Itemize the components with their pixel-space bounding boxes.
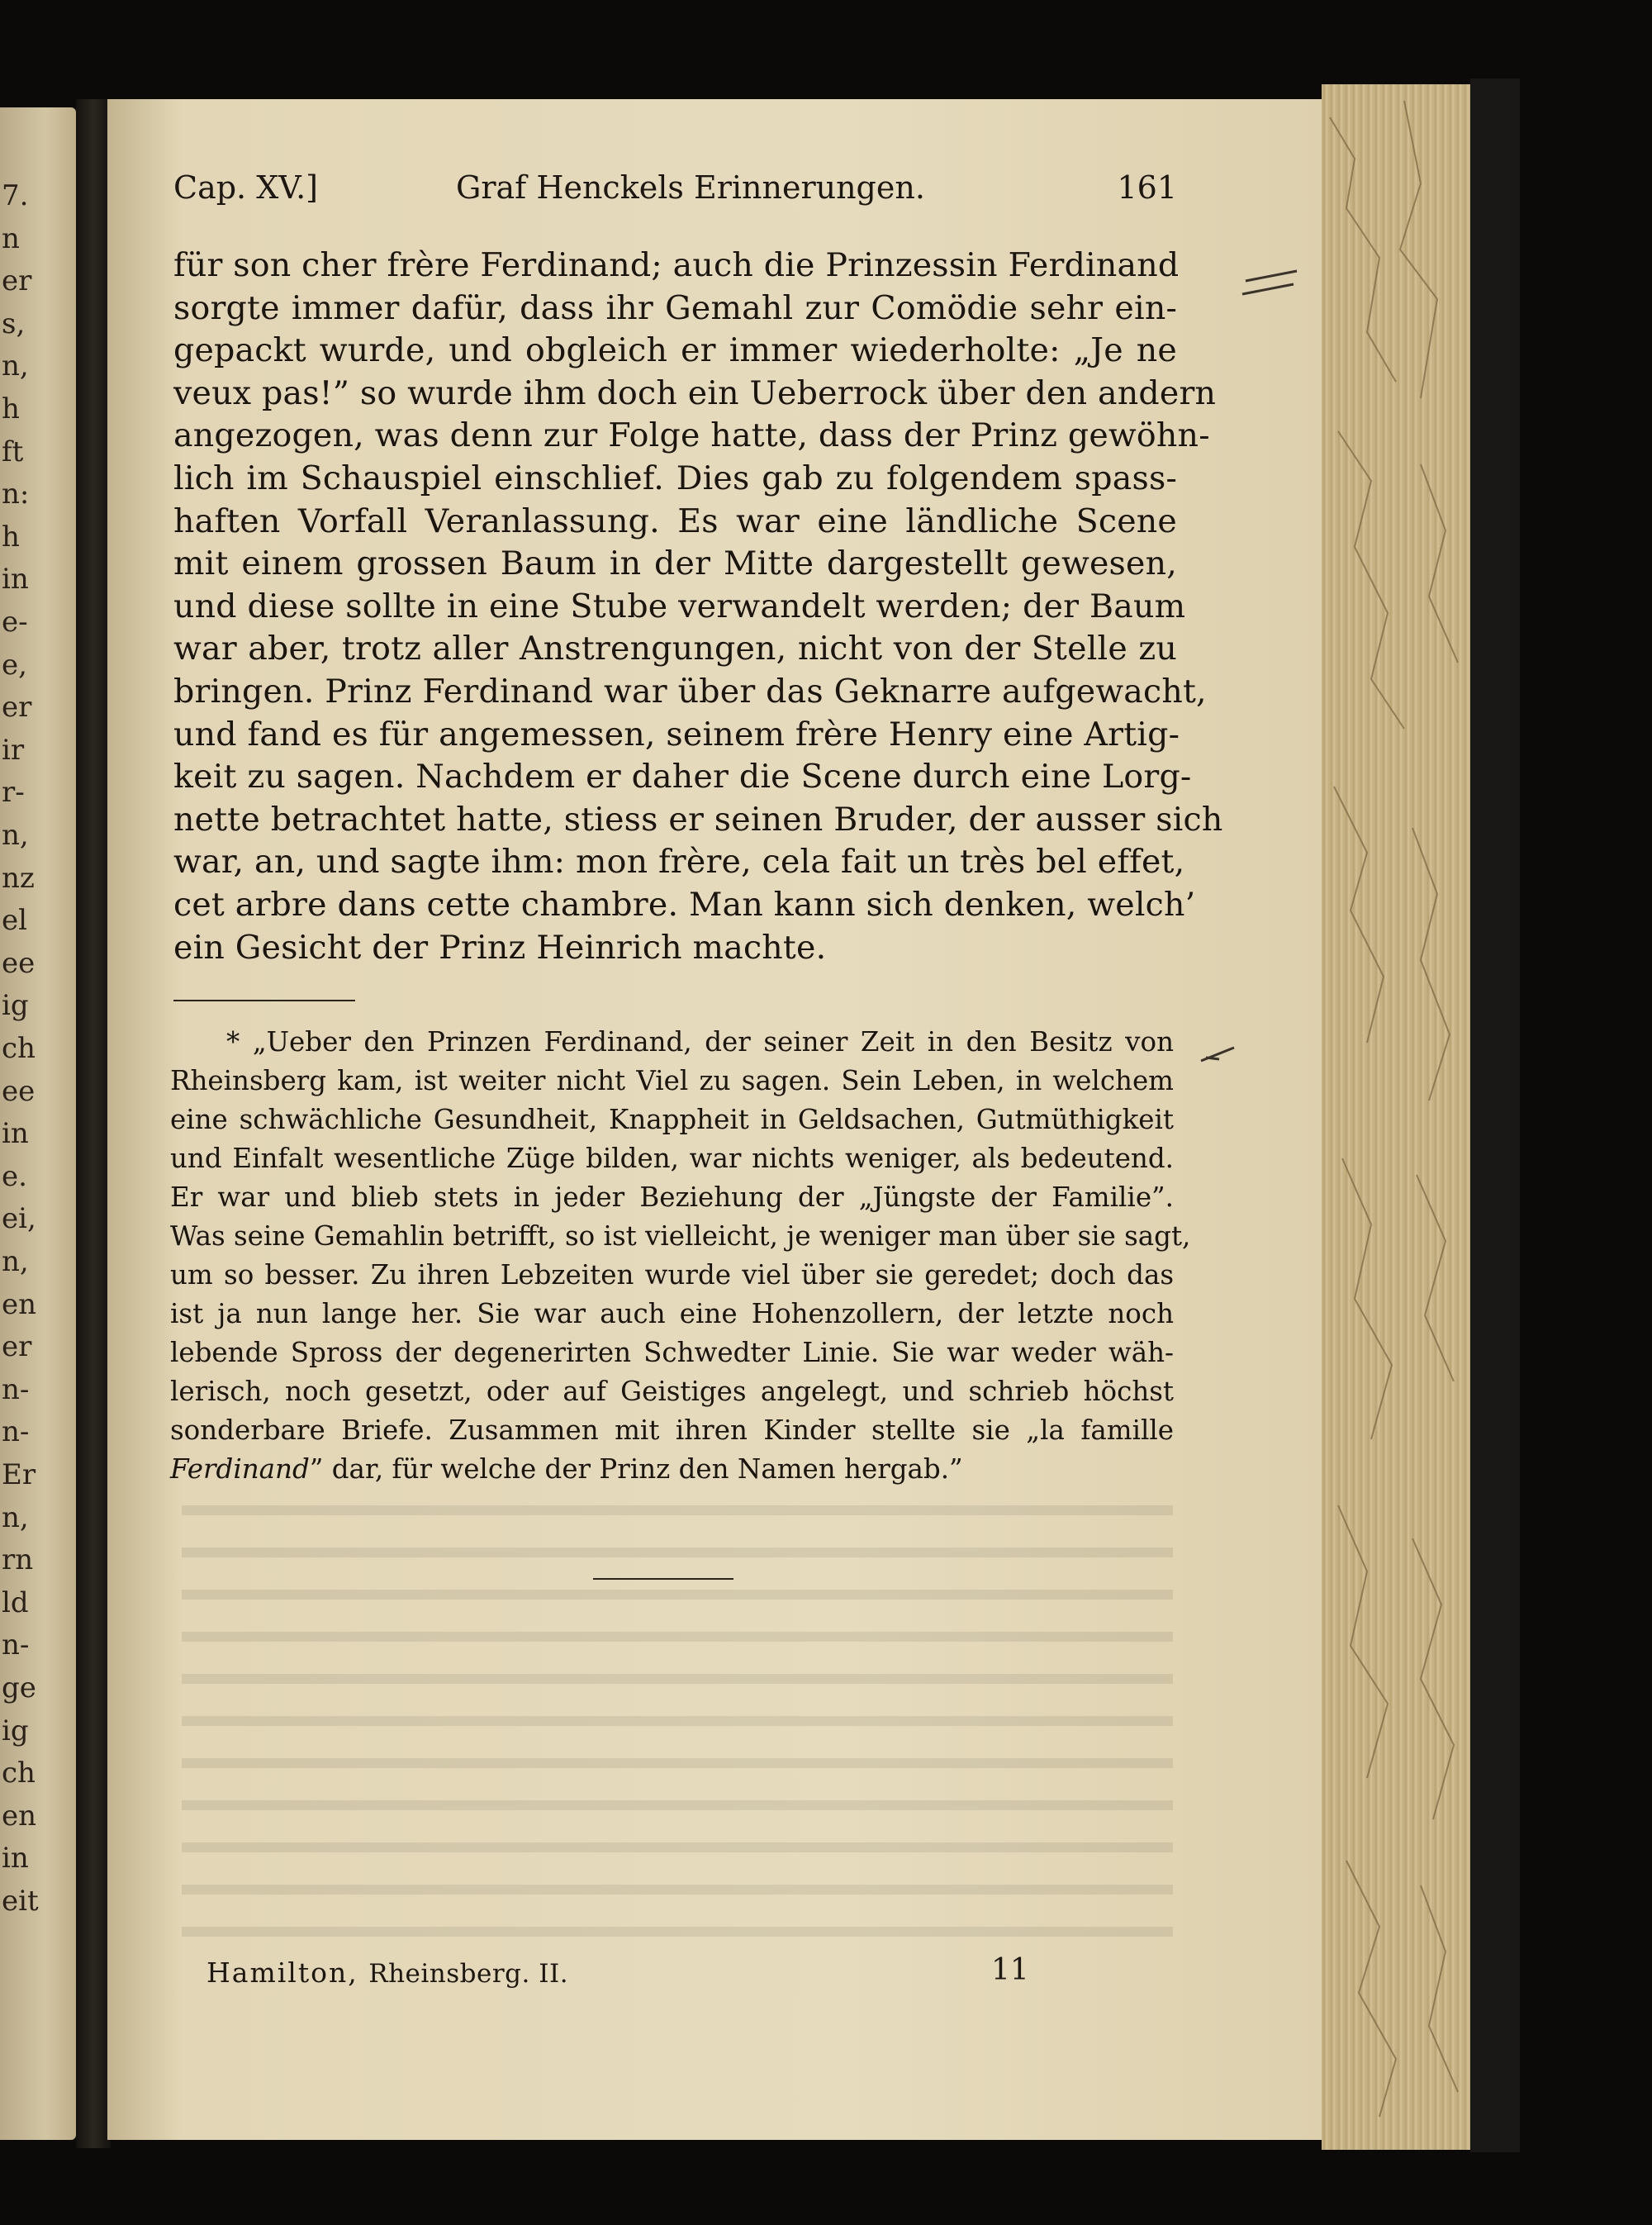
left-page-fragment: e.: [2, 1159, 27, 1193]
body-line: mit einem grossen Baum in der Mitte dargestellt gewesen,: [173, 544, 1177, 583]
left-page-fragment: en: [2, 1287, 37, 1321]
book-gutter: [76, 99, 111, 2148]
left-page-fragment: ge: [2, 1671, 36, 1704]
left-page-fragment: el: [2, 904, 27, 938]
footnote-line: Was seine Gemahlin betrifft, so ist vielleicht, je weniger man über sie sagt,: [170, 1220, 1191, 1252]
left-page-fragment: 7.: [2, 179, 29, 212]
footnote-line: Er war und blieb stets in jeder Beziehung der „Jüngste der Familie”.: [170, 1181, 1174, 1213]
left-page-fragment: n-: [2, 1628, 30, 1662]
body-line: keit zu sagen. Nachdem er daher die Scene durch eine Lorg-: [173, 758, 1192, 796]
left-page-fragment: ee: [2, 1074, 36, 1108]
signature-line: [206, 1956, 568, 1989]
body-line: haften Vorfall Veranlassung. Es war eine ländliche Scene: [173, 502, 1177, 540]
body-line: war, an, und sagte ihm: mon frère, cela fait un très bel effet,: [173, 843, 1185, 882]
left-page-fragment: en: [2, 1799, 37, 1833]
left-page-fragment: ft: [2, 435, 24, 468]
pencil-mark-icon: [1239, 264, 1305, 306]
left-page-fragment: eit: [2, 1885, 39, 1918]
body-line: bringen. Prinz Ferdinand war über das Geknarre aufgewacht,: [173, 672, 1207, 711]
body-line: und diese sollte in eine Stube verwandelt werden; der Baum: [173, 587, 1186, 625]
left-page-fragment: ig: [2, 989, 29, 1023]
body-line: ein Gesicht der Prinz Heinrich machte.: [173, 928, 827, 967]
footnote: [170, 1023, 1191, 1489]
left-page-fragment: n,: [2, 819, 29, 852]
body-line: sorgte immer dafür, dass ihr Gemahl zur Comödie sehr ein-: [173, 288, 1177, 327]
footnote-rest: ” dar, für welche der Prinz den Namen hergab.”: [309, 1453, 963, 1485]
show-through-text: [182, 1487, 1173, 1950]
left-page-fragment: rn: [2, 1543, 34, 1577]
body-text: [173, 245, 1223, 969]
footnote-line: lebende Spross der degenerirten Schwedter Linie. Sie war weder wäh-: [170, 1337, 1174, 1368]
left-page-fragment: n,: [2, 349, 29, 383]
left-page-fragment: ch: [2, 1757, 36, 1790]
running-head: [173, 169, 1177, 216]
left-page-fragment: ch: [2, 1032, 36, 1065]
footnote-line: lerisch, noch gesetzt, oder auf Geistiges angelegt, und schrieb höchst: [170, 1376, 1174, 1407]
footnote-line: um so besser. Zu ihren Lebzeiten wurde viel über sie geredet; doch das: [170, 1259, 1174, 1291]
body-line: nette betrachtet hatte, stiess er seinen Bruder, der ausser sich: [173, 800, 1223, 839]
left-page-fragment: r-: [2, 776, 25, 810]
footnote-line: und Einfalt wesentliche Züge bilden, war nichts weniger, als bedeutend.: [170, 1143, 1174, 1174]
body-line: war aber, trotz aller Anstrengungen, nicht von der Stelle zu: [173, 630, 1177, 668]
footnote-line: [170, 1450, 1174, 1489]
signature-title: Rheinsberg. II.: [368, 1959, 569, 1989]
left-page-fragment: h: [2, 520, 20, 554]
body-line: gepackt wurde, und obgleich er immer wiederholte: „Je ne: [173, 331, 1177, 370]
body-line: angezogen, was denn zur Folge hatte, dass der Prinz gewöhn-: [173, 416, 1210, 455]
left-page-fragment: ee: [2, 946, 36, 980]
chapter-label: Cap. XV.]: [173, 169, 318, 206]
signature-author: Hamilton,: [206, 1956, 358, 1989]
footnote-line: ist ja nun lange her. Sie war auch eine Hohenzollern, der letzte noch: [170, 1298, 1174, 1329]
left-page-fragment: e,: [2, 648, 27, 682]
left-page-fragment: er: [2, 1330, 32, 1364]
footnote-line: * „Ueber den Prinzen Ferdinand, der seiner Zeit in den Besitz von: [226, 1026, 1174, 1058]
body-line: lich im Schauspiel einschlief. Dies gab zu folgendem spass-: [173, 459, 1177, 497]
footnote-line: eine schwächliche Gesundheit, Knappheit in Geldsachen, Gutmüthigkeit: [170, 1104, 1174, 1135]
left-page-fragment: s,: [2, 307, 26, 340]
body-line: und fand es für angemessen, seinem frère Henry eine Artig-: [173, 715, 1180, 754]
body-line: für son cher frère Ferdinand; auch die Prinzessin Ferdinand: [173, 246, 1180, 284]
left-page-fragment: n,: [2, 1500, 29, 1534]
signature-number: 11: [991, 1953, 1029, 1987]
running-title: Graf Henckels Erinnerungen.: [456, 169, 925, 206]
adjacent-left-page: [0, 107, 76, 2140]
left-page-fragment: n,: [2, 1245, 29, 1278]
pencil-tick-icon: [1198, 1043, 1239, 1067]
left-page-fragment: nz: [2, 861, 35, 895]
left-page-fragment: e-: [2, 606, 28, 639]
left-page-fragment: n-: [2, 1372, 30, 1406]
left-page-fragment: in: [2, 1117, 29, 1151]
page-number: 161: [1117, 169, 1177, 206]
left-page-fragment: ld: [2, 1586, 29, 1619]
left-page-fragment: ig: [2, 1714, 29, 1747]
book-cover-edge: [1470, 78, 1520, 2152]
left-page-fragment: ir: [2, 733, 25, 767]
section-end-rule: [593, 1578, 733, 1580]
page-edge-cracks: [1322, 84, 1470, 2150]
footnote-line: Rheinsberg kam, ist weiter nicht Viel zu sagen. Sein Leben, in welchem: [170, 1065, 1174, 1096]
footnote-line: sonderbare Briefe. Zusammen mit ihren Kinder stellte sie „la famille: [170, 1414, 1174, 1446]
body-line: veux pas!” so wurde ihm doch ein Ueberrock über den andern: [173, 373, 1217, 412]
left-page-fragment: n-: [2, 1415, 30, 1449]
left-page-fragment: Er: [2, 1458, 36, 1491]
left-page-fragment: in: [2, 563, 29, 597]
left-page-fragment: in: [2, 1842, 29, 1876]
left-page-fragment: h: [2, 392, 20, 426]
left-page-fragment: n: [2, 221, 20, 255]
left-page-fragment: ei,: [2, 1202, 36, 1236]
left-page-fragment: n:: [2, 478, 30, 511]
footnote-separator: [173, 1000, 355, 1001]
footnote-italic: Ferdinand: [170, 1453, 310, 1485]
left-page-fragment: er: [2, 691, 32, 725]
body-line: cet arbre dans cette chambre. Man kann sich denken, welch’: [173, 885, 1196, 924]
left-page-fragment: er: [2, 264, 32, 298]
